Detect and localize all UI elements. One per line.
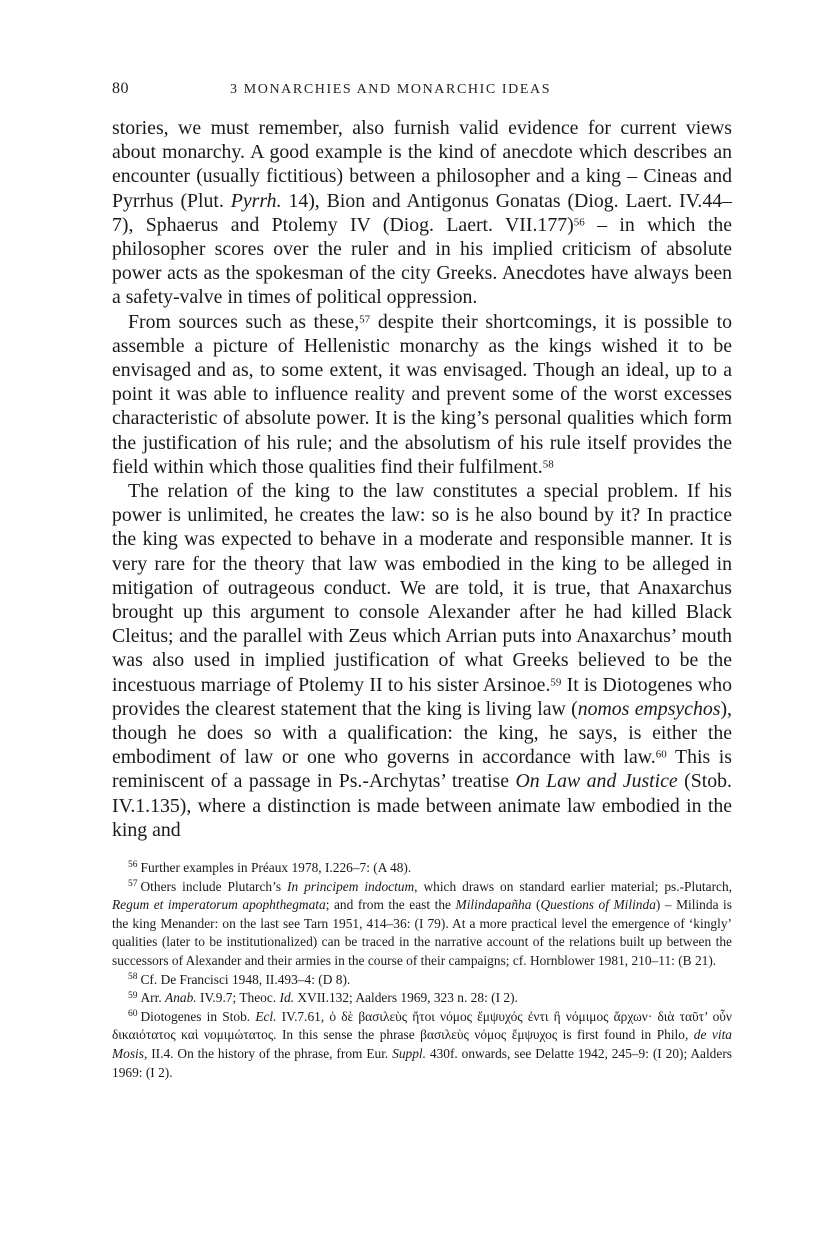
text-run: From sources such as these, xyxy=(128,310,360,333)
text-run: (Stob. IV.1.135), where a distinction is made between animate law embodied in the king and xyxy=(112,770,732,841)
footnote-reference: 59 xyxy=(550,676,562,689)
italic-text: In principem indoctum xyxy=(287,878,415,894)
text-run: ) – Milinda is the king Menander: on the last see Tarn 1951, 414–36: (I 79). At a more practical level the emergence of ‘kingly’ qualities (later to be institutionalized) can be traced in the narrative account of the relations built up between the successors of Alexander and their armies in the course of their campaigns; cf. Hornblower 1981, 210–11: (B 21). xyxy=(112,897,732,969)
footnote-number: 58 xyxy=(128,971,138,982)
text-run: Further examples in Préaux 1978, I.226–7: (A 48). xyxy=(140,860,412,876)
italic-text: Pyrrh. xyxy=(230,189,282,212)
footnote xyxy=(112,1008,732,1082)
footnote-reference: 56 xyxy=(573,216,585,229)
body-text xyxy=(112,116,732,842)
footnote xyxy=(112,971,732,990)
text-run: It is Diotogenes who provides the clearest statement that the king is living law ( xyxy=(112,673,732,720)
footnote-number: 60 xyxy=(128,1009,138,1020)
italic-text: nomos empsychos xyxy=(577,697,721,720)
text-run: XVII.132; Aalders 1969, 323 n. 28: (I 2). xyxy=(294,990,518,1006)
footnote xyxy=(112,859,732,878)
footnotes xyxy=(112,859,732,1082)
body-paragraph xyxy=(112,116,732,310)
italic-text: Id. xyxy=(279,990,295,1006)
running-head xyxy=(112,80,732,102)
page-number: 80 xyxy=(112,80,129,97)
text-run: IV.7.61, ὁ δὲ βασιλεὺς ἤτοι νόμος ἔμψυχός ἐντι ἢ νόμιμος ἄρχων· διὰ ταῦτ’ οὖν δικαιότατος καὶ νομιμώτατος. In this sense the phrase βασιλεὺς νόμος ἔμψυχος is first found in Philo, xyxy=(112,1008,732,1043)
text-run: ( xyxy=(531,897,541,913)
text-run: Others include Plutarch’s xyxy=(140,878,287,894)
text-run: ), though he does so with a qualification: the king, he says, is either the embodiment of law or one who governs in accordance with law. xyxy=(112,697,732,769)
body-paragraph xyxy=(112,310,732,479)
text-run: ; and from the east the xyxy=(325,897,456,913)
text-run: The relation of the king to the law constitutes a special problem. If his power is unlimited, he creates the law: so is he also bound by it? In practice the king was expected to behave in a moderate and responsible manner. It is very rare for the theory that law was embodied in the king to be alleged in mitigation of outrageous conduct. We are told, it is true, that Anaxarchus brought up this argument to console Alexander after he had killed Black Cleitus; and the parallel with Zeus which Arrian puts into Anaxarchus’ mouth was also used in implied justification of what Greeks believed to be the incestuous marriage of Ptolemy II to his sister Arsinoe. xyxy=(112,480,732,696)
italic-text: Anab. xyxy=(165,990,197,1006)
text-run: Diotogenes in Stob. xyxy=(140,1008,256,1024)
text-run: despite their shortcomings, it is possible to assemble a picture of Hellenistic monarchy as the kings wished it to be envisaged and as, to some extent, it was envisaged. Though an ideal, up to a point it was able to influence reality and prevent some of the worst excesses characteristic of absolute power. It is the king’s personal qualities which form the justification of his rule; and the absolutism of his rule itself provides the field within which those qualities find their fulfilment. xyxy=(112,310,732,478)
text-run: , which draws on standard earlier material; ps.-Plutarch, xyxy=(414,878,733,894)
italic-text: de vita Mosis xyxy=(112,1027,732,1062)
footnote xyxy=(112,989,732,1008)
italic-text: On Law and Justice xyxy=(515,770,678,793)
text-run: stories, we must remember, also furnish valid evidence for current views about monarchy. A good example is the kind of anecdote which describes an encounter (usually fictitious) between a philosopher and a king – Cineas and Pyrrhus (Plut. xyxy=(112,117,732,212)
text-run: Arr. xyxy=(140,990,166,1006)
text-run: This is reminiscent of a passage in Ps.-Archytas’ treatise xyxy=(112,746,732,793)
footnote-reference: 57 xyxy=(359,313,371,326)
footnote-number: 59 xyxy=(128,990,138,1001)
text-run: , II.4. On the history of the phrase, from Eur. xyxy=(144,1046,393,1062)
italic-text: Questions of Milinda xyxy=(540,897,656,913)
footnote-number: 56 xyxy=(128,860,138,871)
footnote-number: 57 xyxy=(128,878,138,889)
text-run: 430f. onwards, see Delatte 1942, 245–9: (I 20); Aalders 1969: (I 2). xyxy=(112,1046,732,1080)
book-page xyxy=(112,80,732,1082)
text-run: – in which the philosopher scores over the ruler and in his implied criticism of absolute power acts as the spokesman of the city Greeks. Anecdotes have always been a safety-valve in times of political oppression. xyxy=(112,213,732,309)
text-run: Cf. De Francisci 1948, II.493–4: (D 8). xyxy=(140,971,351,987)
italic-text: Regum et imperatorum apophthegmata xyxy=(112,897,326,913)
running-title: 3 MONARCHIES AND MONARCHIC IDEAS xyxy=(230,82,552,97)
text-run: IV.9.7; Theoc. xyxy=(196,990,280,1006)
italic-text: Ecl. xyxy=(255,1008,277,1024)
footnote-reference: 60 xyxy=(655,748,667,761)
footnote-reference: 58 xyxy=(542,458,554,471)
text-run: 14), Bion and Antigonus Gonatas (Diog. Laert. IV.44–7), Sphaerus and Ptolemy IV (Diog. Laert. VII.177) xyxy=(112,189,732,236)
body-paragraph xyxy=(112,479,732,842)
footnote xyxy=(112,878,732,971)
italic-text: Milindapañha xyxy=(455,897,532,913)
italic-text: Suppl. xyxy=(392,1046,426,1062)
